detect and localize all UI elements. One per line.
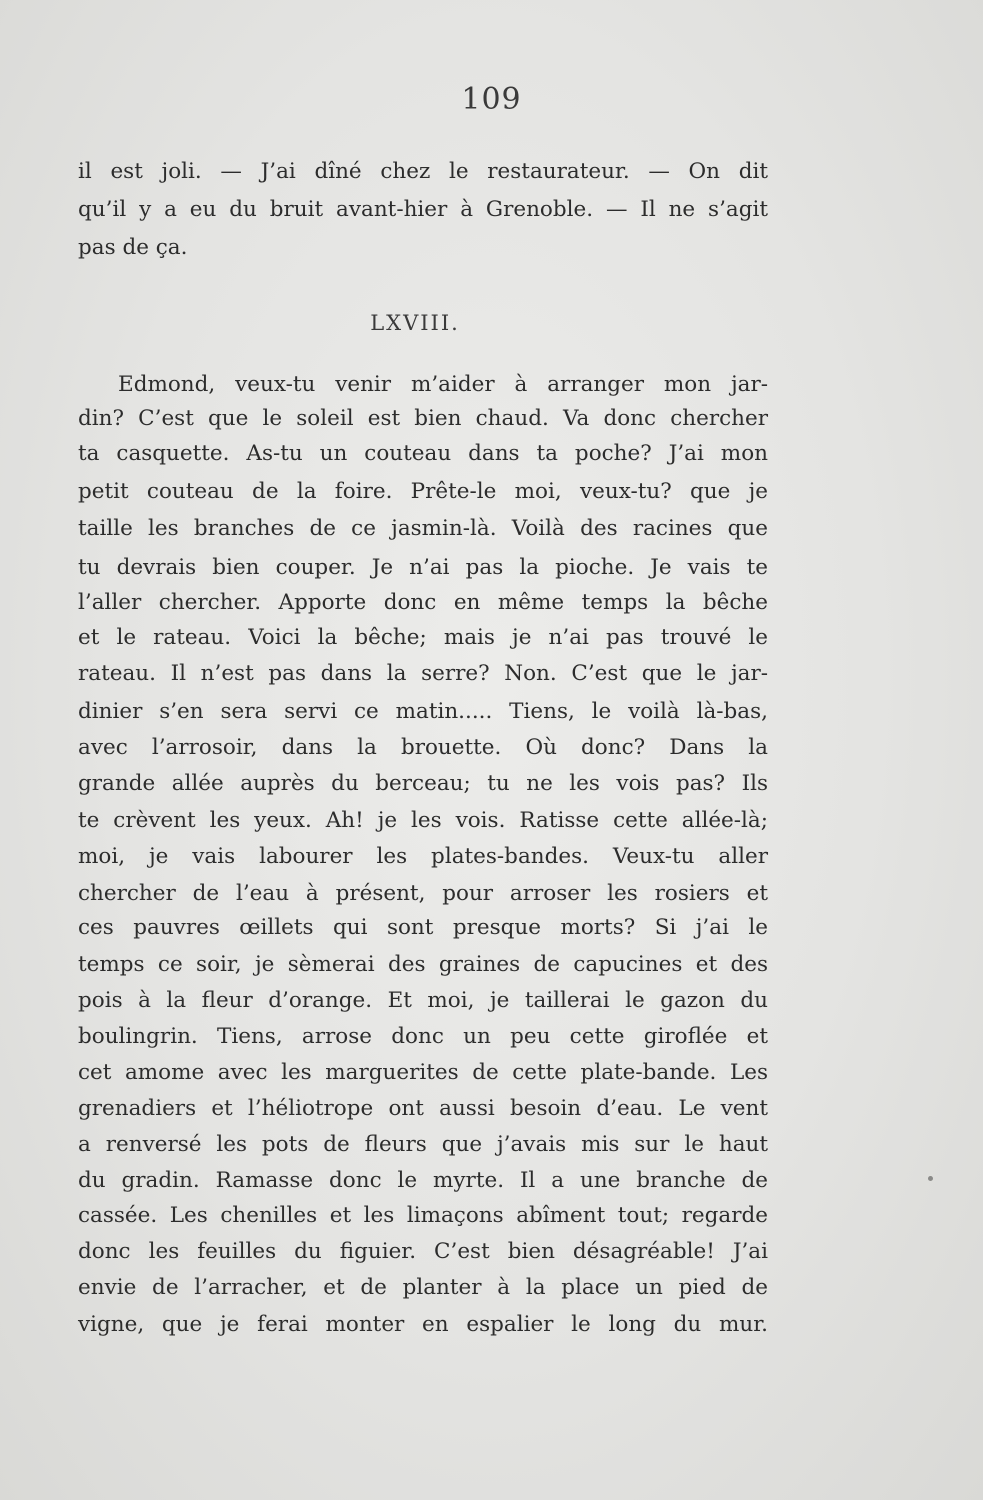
text-line: il est joli. — J’ai dîné chez le restaurateur. — On dit [78,159,768,184]
text-line: cassée. Les chenilles et les limaçons abîment tout; regarde [78,1203,768,1228]
text-line: te crèvent les yeux. Ah! je les vois. Ratisse cette allée-là; [78,808,768,833]
text-line: l’aller chercher. Apporte donc en même temps la bêche [78,590,768,615]
text-line: chercher de l’eau à présent, pour arroser les rosiers et [78,881,768,906]
text-line: petit couteau de la foire. Prête-le moi, veux-tu? que je [78,479,768,504]
text-line: vigne, que je ferai monter en espalier le long du mur. [78,1312,768,1337]
text-line: et le rateau. Voici la bêche; mais je n’ai pas trouvé le [78,625,768,650]
text-line: tu devrais bien couper. Je n’ai pas la pioche. Je vais te [78,555,768,580]
text-line: donc les feuilles du figuier. C’est bien désagréable! J’ai [78,1239,768,1264]
text-line: du gradin. Ramasse donc le myrte. Il a une branche de [78,1168,768,1193]
text-line: ces pauvres œillets qui sont presque morts? Si j’ai le [78,915,768,940]
ink-speck [928,1176,933,1181]
text-line: Edmond, veux-tu venir m’aider à arranger mon jar- [118,372,768,397]
text-line: din? C’est que le soleil est bien chaud. Va donc chercher [78,406,768,431]
text-line: ta casquette. As-tu un couteau dans ta poche? J’ai mon [78,441,768,466]
page-number: 109 [461,82,522,117]
text-line: avec l’arrosoir, dans la brouette. Où donc? Dans la [78,735,768,760]
text-line: pois à la fleur d’orange. Et moi, je taillerai le gazon du [78,988,768,1013]
text-line: a renversé les pots de fleurs que j’avais mis sur le haut [78,1132,768,1157]
text-line: cet amome avec les marguerites de cette plate-bande. Les [78,1060,768,1085]
text-line: pas de ça. [78,235,188,260]
text-line: boulingrin. Tiens, arrose donc un peu cette giroflée et [78,1024,768,1049]
text-line: temps ce soir, je sèmerai des graines de capucines et des [78,952,768,977]
text-line: rateau. Il n’est pas dans la serre? Non. C’est que le jar- [78,661,768,686]
text-line: dinier s’en sera servi ce matin..... Tiens, le voilà là-bas, [78,699,768,724]
chapter-heading: LXVIII. [370,311,460,335]
text-line: grenadiers et l’héliotrope ont aussi besoin d’eau. Le vent [78,1096,768,1121]
text-line: moi, je vais labourer les plates-bandes. Veux-tu aller [78,844,768,869]
text-line: grande allée auprès du berceau; tu ne les vois pas? Ils [78,771,768,796]
text-line: envie de l’arracher, et de planter à la place un pied de [78,1275,768,1300]
text-line: taille les branches de ce jasmin-là. Voilà des racines que [78,516,768,541]
text-line: qu’il y a eu du bruit avant-hier à Grenoble. — Il ne s’agit [78,197,768,222]
